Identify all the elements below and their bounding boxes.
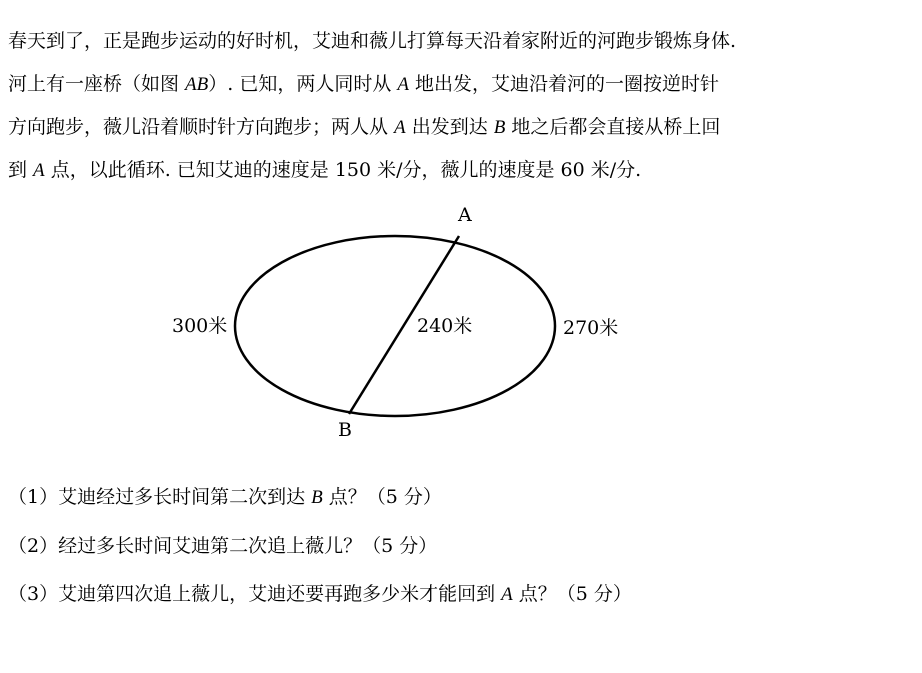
math-point-a: A [397, 74, 409, 95]
math-point-a: A [501, 584, 513, 605]
question-1 [8, 473, 908, 522]
question-text: （2）经过多长时间艾迪第二次追上薇儿？（5 分） [8, 535, 438, 557]
question-text: 点？（5 分） [322, 486, 442, 508]
label-right-arc-length: 270米 [563, 317, 619, 339]
problem-line-1 [8, 20, 908, 63]
label-point-a: A [458, 204, 472, 226]
math-point-b: B [493, 117, 506, 138]
label-left-arc-length: 300米 [172, 315, 228, 337]
math-point-b: B [311, 487, 323, 508]
river-bridge-figure [160, 200, 640, 450]
question-3 [8, 570, 908, 619]
label-bridge-length: 240米 [417, 315, 473, 337]
problem-line-4 [8, 149, 908, 192]
question-2 [8, 522, 908, 570]
river-loop [235, 236, 555, 416]
problem-text: 河上有一座桥（如图 [8, 73, 186, 95]
question-text: （1）艾迪经过多长时间第二次到达 [8, 486, 312, 508]
problem-line-3 [8, 106, 908, 149]
problem-text: 春天到了，正是跑步运动的好时机，艾迪和薇儿打算每天沿着家附近的河跑步锻炼身体. [8, 30, 737, 52]
math-bridge-ab: AB [185, 74, 209, 95]
math-point-a: A [394, 117, 406, 138]
math-point-a: A [33, 160, 45, 181]
problem-text: 方向跑步，薇儿沿着顺时针方向跑步；两人从 [8, 116, 395, 138]
problem-text: 地之后都会直接从桥上回 [505, 116, 721, 138]
questions [8, 473, 908, 619]
problem-text: 到 [8, 159, 34, 181]
problem-statement [8, 20, 908, 192]
problem-text: ）. 已知，两人同时从 [208, 73, 398, 95]
label-point-b: B [338, 419, 352, 441]
question-text: 点？（5 分） [512, 583, 632, 605]
problem-text: 地出发，艾迪沿着河的一圈按逆时针 [409, 73, 720, 95]
problem-text: 点，以此循环. 已知艾迪的速度是 150 米/分，薇儿的速度是 60 米/分. [44, 159, 642, 181]
problem-line-2 [8, 63, 908, 106]
problem-text: 出发到达 [405, 116, 494, 138]
question-text: （3）艾迪第四次追上薇儿，艾迪还要再跑多少米才能回到 [8, 583, 502, 605]
